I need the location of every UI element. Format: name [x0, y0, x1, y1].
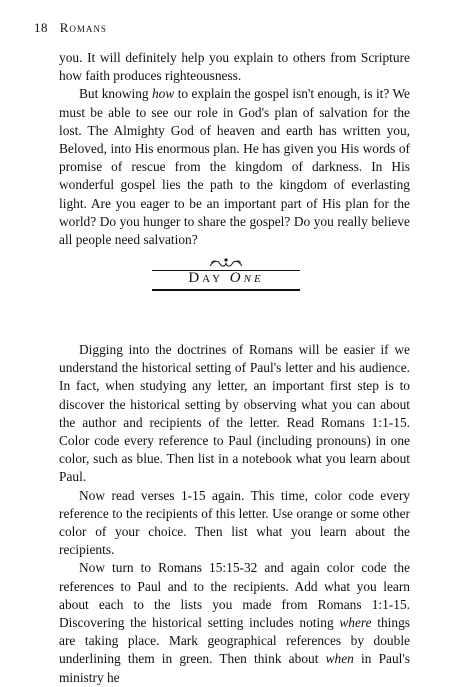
emphasis-when: when	[325, 651, 354, 667]
text-run: things are taking place. Mark geographical references by double underlining them in green. Then think about	[59, 615, 410, 667]
text-run: Now turn to Romans 15:15-32 and again color code the references to Paul and to the recipients. Add what you learn about each to the lists you made from Romans 1:1-15. Discovering the historical setting includes noting	[59, 560, 410, 631]
flourish-ornament-icon	[152, 256, 300, 270]
paragraph-digging: Digging into the doctrines of Romans will be easier if we understand the historical setting of Paul's letter and his audience. In fact, when studying any letter, an important first step is to discover the historical setting by observing what you can about the author and recipients of the letter. Read Romans 1:1-15. Color code every reference to Paul (including pronouns) in one color, such as blue. Then list in a notebook what you learn about Paul.	[59, 342, 410, 485]
emphasis-where: where	[339, 615, 372, 631]
day-label	[152, 270, 300, 287]
day-word: Day	[188, 270, 224, 286]
paragraph-knowing-how	[59, 85, 410, 249]
day-number: One	[229, 270, 264, 286]
paragraph-recipients: Now read verses 1-15 again. This time, color code every reference to the recipients of this letter. Use orange or some other color of your choice. Then list what you learn about the recipients.	[59, 487, 410, 558]
paragraph-romans-15	[59, 559, 410, 686]
text-run: to explain the gospel isn't enough, is it? We must be able to see our role in God's plan of salvation for the lost. The Almighty God of heaven and earth has written you, Beloved, into His enormous plan. He has given you His words of promise of rescue from the kingdom of darkness. In His wonderful gospel lies the path to the kingdom of everlasting light. Are you eager to be an important part of His plan for the world? Do you hunger to share the gospel? Do you really believe all people need salvation?	[59, 86, 410, 248]
day-one-text-block	[59, 341, 410, 687]
page-number: 18	[34, 20, 48, 35]
emphasis-how: how	[151, 86, 175, 102]
running-head	[34, 20, 107, 36]
day-heading	[152, 256, 300, 298]
text-run: But knowing	[79, 86, 152, 102]
heading-rule-bottom	[152, 289, 300, 291]
text-run: in Paul's ministry he	[59, 651, 410, 685]
book-title: Romans	[59, 20, 107, 35]
top-text-block	[59, 49, 410, 249]
paragraph-continued: you. It will definitely help you explain to others from Scripture how faith produces righteousness.	[59, 50, 410, 84]
